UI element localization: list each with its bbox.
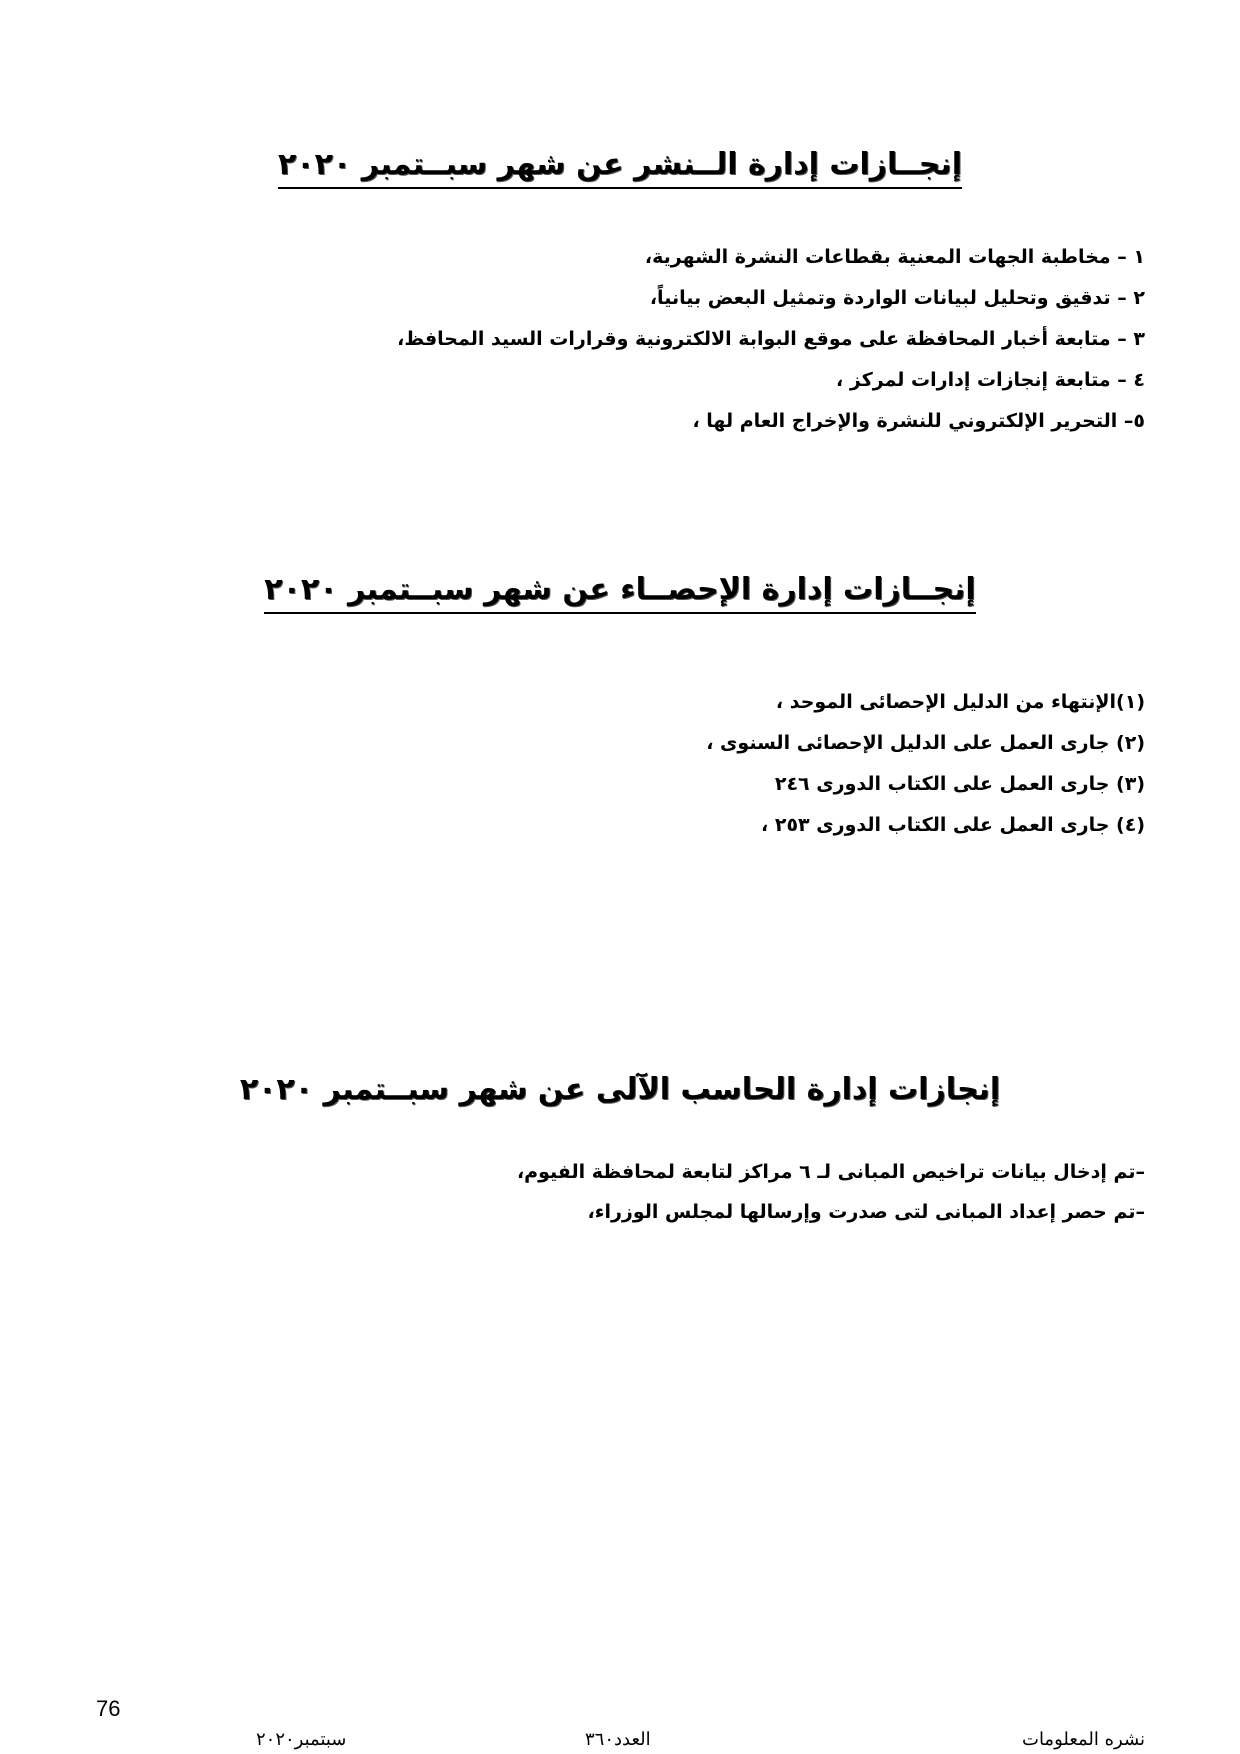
publishing-list: [397, 245, 1145, 450]
section-publishing: [0, 145, 1240, 432]
list-item: ٣ – متابعة أخبار المحافظة على موقع البوابة الالكترونية وقرارات السيد المحافظ،: [397, 328, 1145, 350]
section-statistics: [0, 570, 1240, 836]
section-title-publishing: إنجــازات إدارة الــنشر عن شهر سبــتمبر ٢٠٢٠: [278, 145, 962, 189]
page-number: 76: [96, 1696, 121, 1721]
list-item: –تم إدخال بيانات تراخيص المبانى لـ ٦ مراكز لتابعة لمحافظة الفيوم،: [516, 1161, 1145, 1183]
section-title-statistics: إنجــازات إدارة الإحصــاء عن شهر سبــتمبر ٢٠٢٠: [264, 570, 975, 614]
list-item: ١ – مخاطبة الجهات المعنية بقطاعات النشرة الشهرية،: [644, 246, 1145, 268]
list-item: ٥– التحرير الإلكتروني للنشرة والإخراج العام لها ،: [692, 410, 1145, 432]
list-item: (٣) جارى العمل على الكتاب الدورى ٢٤٦: [774, 773, 1145, 795]
footer-date: سبتمبر٢٠٢٠: [256, 1729, 347, 1750]
list-item: (٤) جارى العمل على الكتاب الدورى ٢٥٣ ،: [761, 814, 1145, 836]
list-item: (٢) جارى العمل على الدليل الإحصائى السنوى ،: [706, 732, 1145, 754]
list-item: ٢ – تدقيق وتحليل لبيانات الواردة وتمثيل البعض بيانياً،: [649, 287, 1145, 309]
footer-issue: العدد٣٦٠: [585, 1729, 651, 1750]
footer-publication: نشره المعلومات: [1022, 1729, 1146, 1750]
section-computer: [0, 1070, 1240, 1223]
statistics-list: [706, 690, 1145, 854]
computer-list: [517, 1160, 1145, 1240]
list-item: –تم حصر إعداد المبانى لتى صدرت وإرسالها لمجلس الوزراء،: [587, 1201, 1145, 1223]
section-title-computer: إنجازات إدارة الحاسب الآلى عن شهر سبــتمبر ٢٠٢٠: [239, 1072, 1001, 1107]
list-item: (١)الإنتهاء من الدليل الإحصائى الموحد ،: [775, 691, 1145, 713]
list-item: ٤ – متابعة إنجازات إدارات لمركز ،: [836, 369, 1145, 391]
